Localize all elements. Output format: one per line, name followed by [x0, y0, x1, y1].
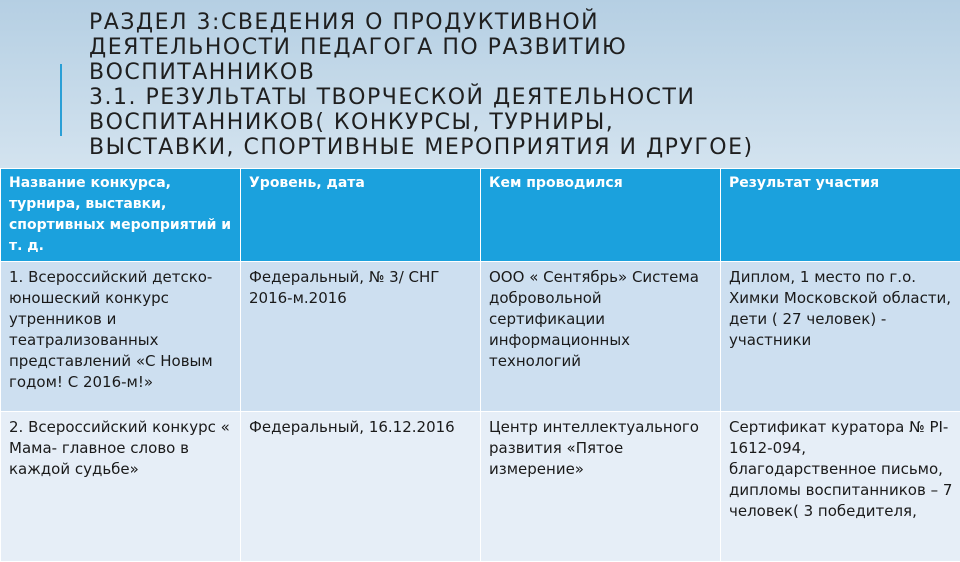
cell-result: Диплом, 1 место по г.о. Химки Московской области, дети ( 27 человек) - участники	[721, 262, 960, 412]
title-line: ВОСПИТАННИКОВ( КОНКУРСЫ, ТУРНИРЫ,	[89, 110, 949, 135]
header-organizer: Кем проводился	[481, 169, 721, 262]
results-table	[0, 168, 960, 562]
slide-title	[89, 10, 949, 160]
cell-contest-name: 2. Всероссийский конкурс « Мама- главное слово в каждой судьбе»	[1, 412, 241, 562]
title-area	[0, 0, 960, 168]
header-contest-name: Название конкурса, турнира, выставки, спортивных мероприятий и т. д.	[1, 169, 241, 262]
title-accent-line	[60, 64, 62, 136]
cell-organizer: Центр интеллектуального развития «Пятое измерение»	[481, 412, 721, 562]
title-line: ДЕЯТЕЛЬНОСТИ ПЕДАГОГА ПО РАЗВИТИЮ	[89, 35, 949, 60]
table-header-row	[1, 169, 960, 262]
cell-organizer: ООО « Сентябрь» Система добровольной сертификации информационных технологий	[481, 262, 721, 412]
cell-contest-name: 1. Всероссийский детско-юношеский конкурс утренников и театрализованных представлений «С Новым годом! С 2016-м!»	[1, 262, 241, 412]
title-line: ВЫСТАВКИ, СПОРТИВНЫЕ МЕРОПРИЯТИЯ И ДРУГОЕ)	[89, 135, 949, 160]
cell-result: Сертификат куратора № PI-1612-094, благодарственное письмо, дипломы воспитанников – 7 человек( 3 победителя,	[721, 412, 960, 562]
table-row	[1, 412, 960, 562]
header-level-date: Уровень, дата	[241, 169, 481, 262]
header-result: Результат участия	[721, 169, 960, 262]
cell-level-date: Федеральный, № 3/ СНГ 2016-м.2016	[241, 262, 481, 412]
table-row	[1, 262, 960, 412]
title-line: РАЗДЕЛ 3:СВЕДЕНИЯ О ПРОДУКТИВНОЙ	[89, 10, 949, 35]
cell-level-date: Федеральный, 16.12.2016	[241, 412, 481, 562]
title-line: 3.1. РЕЗУЛЬТАТЫ ТВОРЧЕСКОЙ ДЕЯТЕЛЬНОСТИ	[89, 85, 949, 110]
title-line: ВОСПИТАННИКОВ	[89, 60, 949, 85]
